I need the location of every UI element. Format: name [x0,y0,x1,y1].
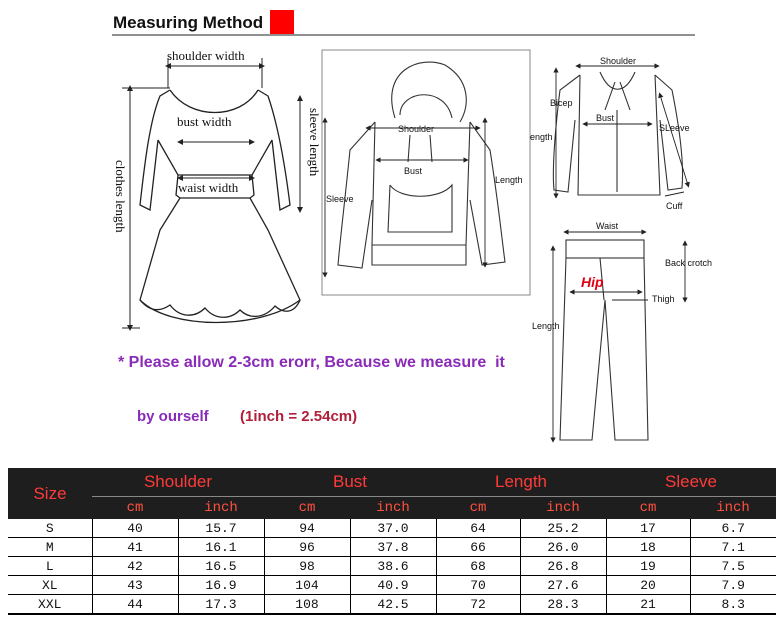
measurement-cell: 44 [92,595,178,615]
size-column-header: Size [8,468,92,519]
sleeve-group-header: Sleeve [606,468,776,497]
conversion-note: (1inch = 2.54cm) [240,408,358,425]
measurement-cell: 40 [92,519,178,538]
measurement-cell: 20 [606,576,690,595]
measurement-cell: 98 [264,557,350,576]
measurement-cell: 19 [606,557,690,576]
pants-length-label: Length [532,321,560,331]
header-accent-block [270,10,294,34]
dress-sleeve-label: sleeve length [307,108,322,177]
measurement-note: * Please allow 2-3cm erorr, Because we measure it [118,354,505,371]
hoodie-shoulder-label: Shoulder [398,124,435,134]
unit-header: inch [350,497,436,520]
measurement-cell: 38.6 [350,557,436,576]
table-row [8,557,776,576]
shirt-shoulder-label: Shoulder [600,56,637,66]
measurement-cell: 42 [92,557,178,576]
measurement-cell: 37.0 [350,519,436,538]
shirt-bust-label: Bust [596,113,615,123]
table-row [8,519,776,538]
hoodie-sleeve-label: Sleeve [326,194,354,204]
measurement-cell: 7.1 [690,538,776,557]
measurement-cell: 26.0 [520,538,606,557]
measurement-cell: 41 [92,538,178,557]
unit-header: cm [264,497,350,520]
pants-illustration [560,240,648,440]
shirt-illustration [553,72,682,195]
pants-thigh-label: Thigh [652,294,675,304]
measurement-cell: 7.5 [690,557,776,576]
size-cell: XXL [8,595,92,615]
table-row [8,576,776,595]
shirt-bicep-label: Bicep [550,98,573,108]
measurement-cell: 108 [264,595,350,615]
measurement-cell: 94 [264,519,350,538]
size-table-body [8,519,776,614]
measurement-cell: 64 [436,519,520,538]
shirt-sleeve-label: SLeeve [659,123,690,133]
header-title: Measuring Method [113,13,264,32]
table-row [8,595,776,615]
dress-shoulder-label: shoulder width [167,48,245,63]
unit-header: cm [92,497,178,520]
measurement-cell: 26.8 [520,557,606,576]
shoulder-group-header: Shoulder [92,468,264,497]
measurement-cell: 8.3 [690,595,776,615]
shirt-cuff-label: Cuff [666,201,683,211]
measurement-cell: 15.7 [178,519,264,538]
measurement-cell: 40.9 [350,576,436,595]
measurement-cell: 70 [436,576,520,595]
measurement-cell: 42.5 [350,595,436,615]
unit-header: inch [178,497,264,520]
measurement-note-cont: by ourself [137,408,209,425]
header-bar [112,10,695,35]
unit-header: cm [606,497,690,520]
hoodie-frame [322,50,530,295]
length-group-header: Length [436,468,606,497]
size-cell: XL [8,576,92,595]
measurement-cell: 43 [92,576,178,595]
size-chart-table [8,468,776,615]
pants-back-crotch-label: Back crotch [665,258,713,268]
measurement-cell: 72 [436,595,520,615]
pants-waist-label: Waist [596,221,619,231]
measurement-cell: 17 [606,519,690,538]
size-cell: S [8,519,92,538]
measurement-cell: 7.9 [690,576,776,595]
measurement-cell: 18 [606,538,690,557]
size-cell: M [8,538,92,557]
shirt-length-label: ength [530,132,553,142]
unit-header: cm [436,497,520,520]
measurement-cell: 28.3 [520,595,606,615]
measurement-cell: 6.7 [690,519,776,538]
hoodie-bust-label: Bust [404,166,423,176]
dress-bust-label: bust width [177,114,232,129]
measurement-cell: 96 [264,538,350,557]
measurement-cell: 104 [264,576,350,595]
measurement-cell: 25.2 [520,519,606,538]
measurement-cell: 21 [606,595,690,615]
measurement-cell: 16.5 [178,557,264,576]
measurement-cell: 17.3 [178,595,264,615]
size-cell: L [8,557,92,576]
measurement-cell: 37.8 [350,538,436,557]
unit-header: inch [690,497,776,520]
pants-hip-label: Hip [581,274,604,290]
measurement-cell: 16.9 [178,576,264,595]
measurement-cell: 16.1 [178,538,264,557]
dress-waist-label: waist width [178,180,239,195]
measurement-cell: 66 [436,538,520,557]
unit-header: inch [520,497,606,520]
hoodie-length-label: Length [495,175,523,185]
table-row [8,538,776,557]
measurement-cell: 27.6 [520,576,606,595]
bust-group-header: Bust [264,468,436,497]
measurement-cell: 68 [436,557,520,576]
dress-length-label: clothes length [113,160,128,233]
